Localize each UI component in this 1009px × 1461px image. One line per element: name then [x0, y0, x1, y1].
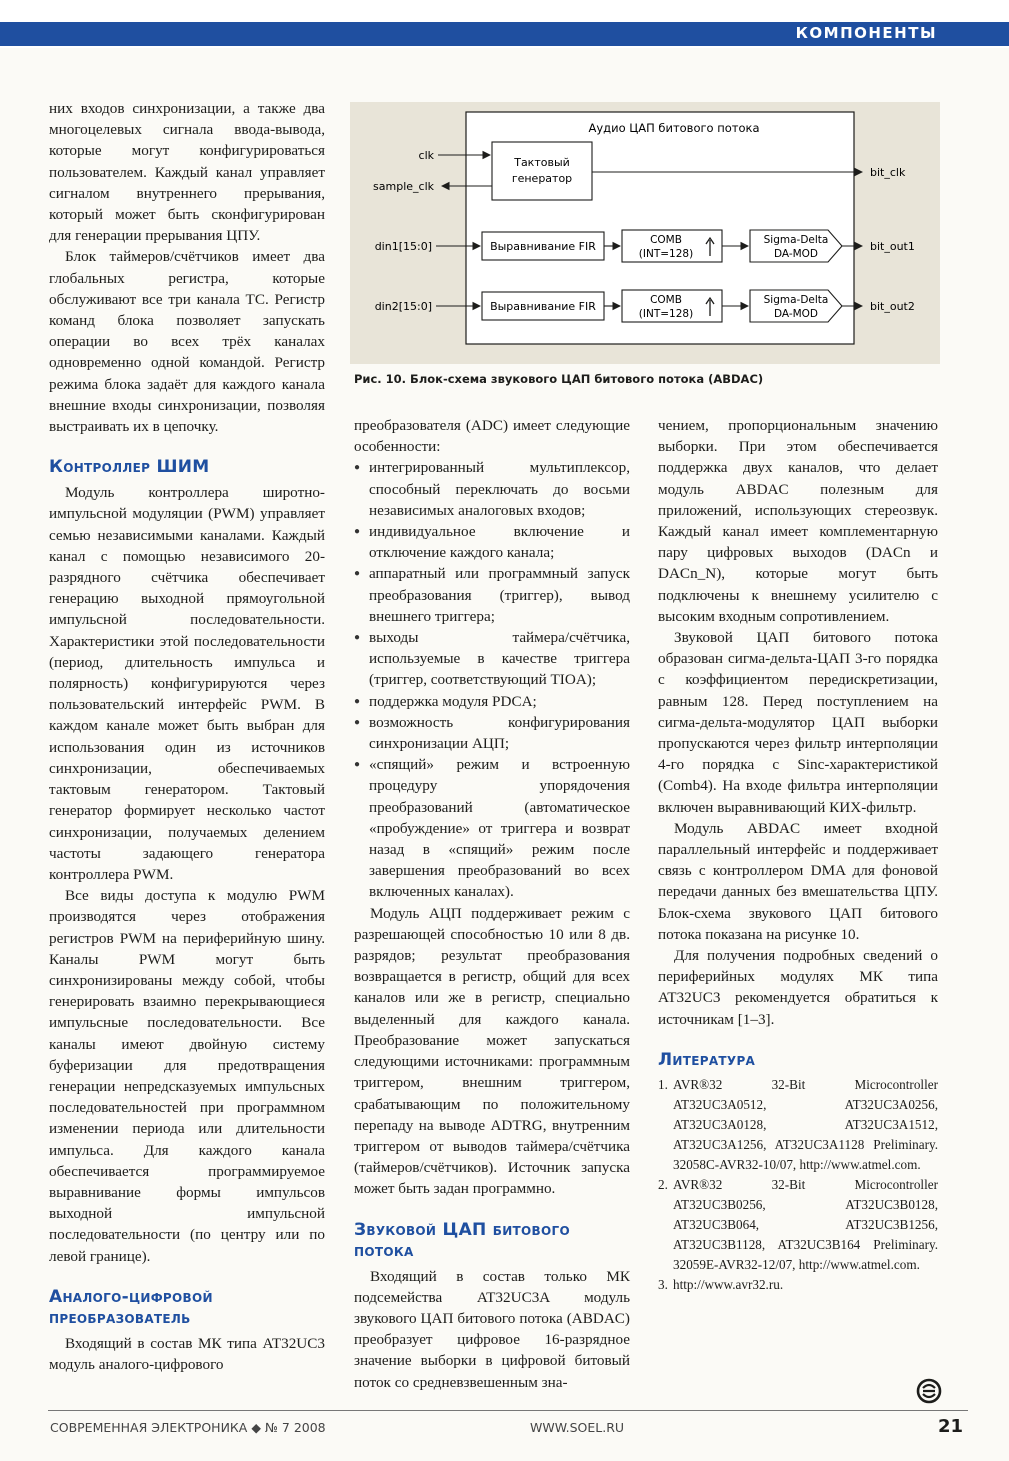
- column-1: [49, 98, 325, 1375]
- col1-paragraph-2: Блок таймеров/счётчиков имеет два глобальных регистра, которые обслуживают все три канала TC. Регистр команд блока позволяет запускать операции во всех трёх каналах одновременно одной командой. Регистр режима блока задаёт для каждого канала внешние входы синхронизации, позволяя выстраивать их в цепочку.: [49, 248, 325, 436]
- col3-paragraph-4: Для получения подробных сведений о периферийных модулях МК типа AT32UC3 рекомендуется обратиться к источникам [1–3].: [658, 947, 938, 1028]
- figure-10: [350, 102, 940, 364]
- reference-item: [658, 1175, 938, 1275]
- heading-pwm: Контроллер ШИМ: [49, 457, 210, 478]
- sd-label-1b: DA-MOD: [773, 248, 819, 260]
- reference-number: 2.: [658, 1176, 668, 1192]
- footer-website[interactable]: WWW.SOEL.RU: [530, 1420, 625, 1435]
- clock-generator-block: [492, 142, 592, 200]
- abdac-block-diagram: [350, 102, 940, 364]
- col2-paragraph-3: Входящий в состав только МК подсемейства AT32UC3A модуль звукового ЦАП битового потока (ABDAC) преобразует цифровое 16-разрядное значение выборки в цифровой битовый поток со средневзвешенным зна-: [354, 1267, 630, 1391]
- col2-paragraph-2: Модуль АЦП поддерживает режим с разрешающей способностью 10 или 8 дв. разрядов; результат преобразования возвращается в регистр, общий для всех каналов или же в регистр, специально выделенный для каждого канала. Преобразование может запускаться следующими источниками: программным триггером, внешним триггером, срабатывающим по положительному перепаду на выводе ADTRG, внутренним триггером от выводов таймера/счётчика (таймеров/счётчиков). Источник запуска может быть задан программно.: [354, 904, 630, 1198]
- bit-clk-label: bit_clk: [870, 166, 906, 179]
- col1-paragraph-1: них входов синхронизации, а также два многоцелевых сигнала ввода-вывода, которые могут конфигурироваться пользователем. Каждый канал управляет сигналом внутреннего прерывания, который может быть сконфигурирован для генерации прерывания ЦПУ.: [49, 100, 325, 245]
- reference-number: 1.: [658, 1076, 668, 1092]
- bit-out2-label: bit_out2: [870, 300, 915, 313]
- clock-generator-label-1: Тактовый: [514, 156, 570, 169]
- references-list: [658, 1075, 938, 1295]
- footer-journal: СОВРЕМЕННАЯ ЭЛЕКТРОНИКА ◆ № 7 2008: [50, 1420, 326, 1435]
- figure-caption: Рис. 10. Блок-схема звукового ЦАП битового потока (ABDAC): [354, 372, 764, 386]
- list-item: ● индивидуальное включение и отключение каждого канала;: [354, 521, 630, 563]
- list-item: ● «спящий» режим и встроенную процедуру упорядочения преобразований (автоматическое «пробуждение» от триггера и возврат назад в «спящий» режим после завершения преобразований во всех включенных каналах).: [354, 754, 630, 902]
- fir-label-2: Выравнивание FIR: [490, 300, 596, 313]
- bit-out1-label: bit_out1: [870, 240, 915, 253]
- comb-label-1b: (INT=128): [638, 248, 694, 260]
- list-item: ● выходы таймера/счётчика, используемые в качестве триггера (триггер, соответствующий TIOA);: [354, 627, 630, 691]
- heading-literature: Литература: [658, 1049, 756, 1070]
- column-3: [658, 415, 938, 1295]
- reference-text: http://www.avr32.ru.: [673, 1276, 784, 1292]
- heading-dac: Звуковой ЦАП битового потока: [354, 1219, 570, 1261]
- comb-label-2a: COMB: [650, 294, 682, 306]
- col1-paragraph-4: Все виды доступа к модулю PWM производятся через отображения регистров PWM на периферийную шину. Каналы PWM могут быть синхронизированы между собой, чтобы генерировать взаимно перекрывающиеся импульсные последовательности. Все каналы имеют двойную систему буферизации для предотвращения генерации непредсказуемых импульсных последовательностей при программном изменении периода или длительности импульса. Для каждого канала обеспечивается программируемое выравнивание формы импульсов выходной импульсной последовательности (по центру или по левой границе).: [49, 887, 325, 1265]
- sd-label-2a: Sigma-Delta: [763, 294, 829, 306]
- reference-item: [658, 1275, 938, 1295]
- comb-label-2b: (INT=128): [638, 308, 694, 320]
- reference-text: AVR®32 32-Bit Microcontroller AT32UC3A0512, AT32UC3A0256, AT32UC3A0128, AT32UC3A1512, AT32UC3A1256, AT32UC3A1128 Preliminary. 32058C-AVR32-10/07, http://www.atmel.com.: [673, 1076, 938, 1172]
- adc-features-list: [354, 457, 630, 902]
- list-item: ● аппаратный или программный запуск преобразования (триггер), вывод внешнего триггера;: [354, 563, 630, 627]
- comb-label-1a: COMB: [650, 234, 682, 246]
- fir-label-1: Выравнивание FIR: [490, 240, 596, 253]
- heading-adc: Аналого-цифровой преобразователь: [49, 1286, 213, 1328]
- col1-paragraph-3: Модуль контроллера широтно-импульсной модуляции (PWM) управляет семью независимыми каналами. Каждый канал с помощью независимого 20-разрядного счётчика обеспечивает генерацию выходной прямоугольной импульсной последовательности. Характеристики этой последовательности (период, длительность импульса и полярность) конфигурируются через пользовательский интерфейс PWM. В каждом канале может быть выбран для использования один из источников синхронизации, обеспечиваемых тактовым генератором. Тактовый генератор формирует несколько частот синхронизации, получаемых делением частоты задающего генератора контроллера PWM.: [49, 484, 325, 883]
- journal-logo-icon: [916, 1378, 942, 1404]
- sample-clk-label: sample_clk: [373, 180, 434, 193]
- col3-paragraph-1: чением, пропорциональным значению выборки. При этом обеспечивается поддержка двух каналов, что делает модуль ABDAC полезным для приложений, использующих стереозвук. Каждый канал имеет комплементарную пару цифровых выходов (DACn и DACn_N), которые могут быть подключены к внешнему усилителю с высоким входным сопротивлением.: [658, 417, 938, 625]
- col2-paragraph-1: преобразователя (ADC) имеет следующие особенности:: [354, 417, 630, 456]
- col3-paragraph-3: Модуль ABDAC имеет входной параллельный интерфейс и поддерживает связь с контроллером DMA для фоновой передачи данных без вмешательства ЦПУ. Блок-схема звукового ЦАП битового потока показана на рисунке 10.: [658, 819, 938, 943]
- din2-label: din2[15:0]: [374, 300, 432, 313]
- din1-label: din1[15:0]: [374, 240, 432, 253]
- footer-rule: [48, 1410, 968, 1411]
- sd-label-1a: Sigma-Delta: [763, 234, 829, 246]
- column-2: [354, 415, 630, 1393]
- list-item: ● возможность конфигурирования синхронизации АЦП;: [354, 712, 630, 754]
- reference-text: AVR®32 32-Bit Microcontroller AT32UC3B0256, AT32UC3B0128, AT32UC3B064, AT32UC3B1256, AT32UC3B1128, AT32UC3B164 Preliminary. 32059E-AVR32-12/07, http://www.atmel.com.: [673, 1176, 938, 1272]
- page-number: 21: [937, 1416, 963, 1437]
- sd-label-2b: DA-MOD: [773, 308, 819, 320]
- reference-item: [658, 1075, 938, 1175]
- section-header-bar: [0, 22, 1009, 46]
- list-item: ● поддержка модуля PDCA;: [354, 691, 630, 712]
- col1-paragraph-5: Входящий в состав МК типа AT32UC3 модуль аналого-цифрового: [49, 1334, 325, 1373]
- section-title: КОМПОНЕНТЫ: [795, 24, 937, 42]
- abdac-box-title: Аудио ЦАП битового потока: [588, 121, 760, 135]
- clock-generator-label-2: генератор: [511, 172, 573, 185]
- reference-number: 3.: [658, 1276, 668, 1292]
- col3-paragraph-2: Звуковой ЦАП битового потока образован сигма-дельта-ЦАП 3-го порядка с коэффициентом передискретизации, равным 128. Перед поступлением на сигма-дельта-модулятор ЦАП выборки пропускаются через фильтр интерполяции 4-го порядка с Sinc-характеристикой (Comb4). На входе фильтра интерполяции включен выравнивающий КИХ-фильтр.: [658, 629, 938, 816]
- list-item: ● интегрированный мультиплексор, способный переключать до восьми независимых аналоговых входов;: [354, 457, 630, 521]
- clk-label: clk: [418, 149, 434, 162]
